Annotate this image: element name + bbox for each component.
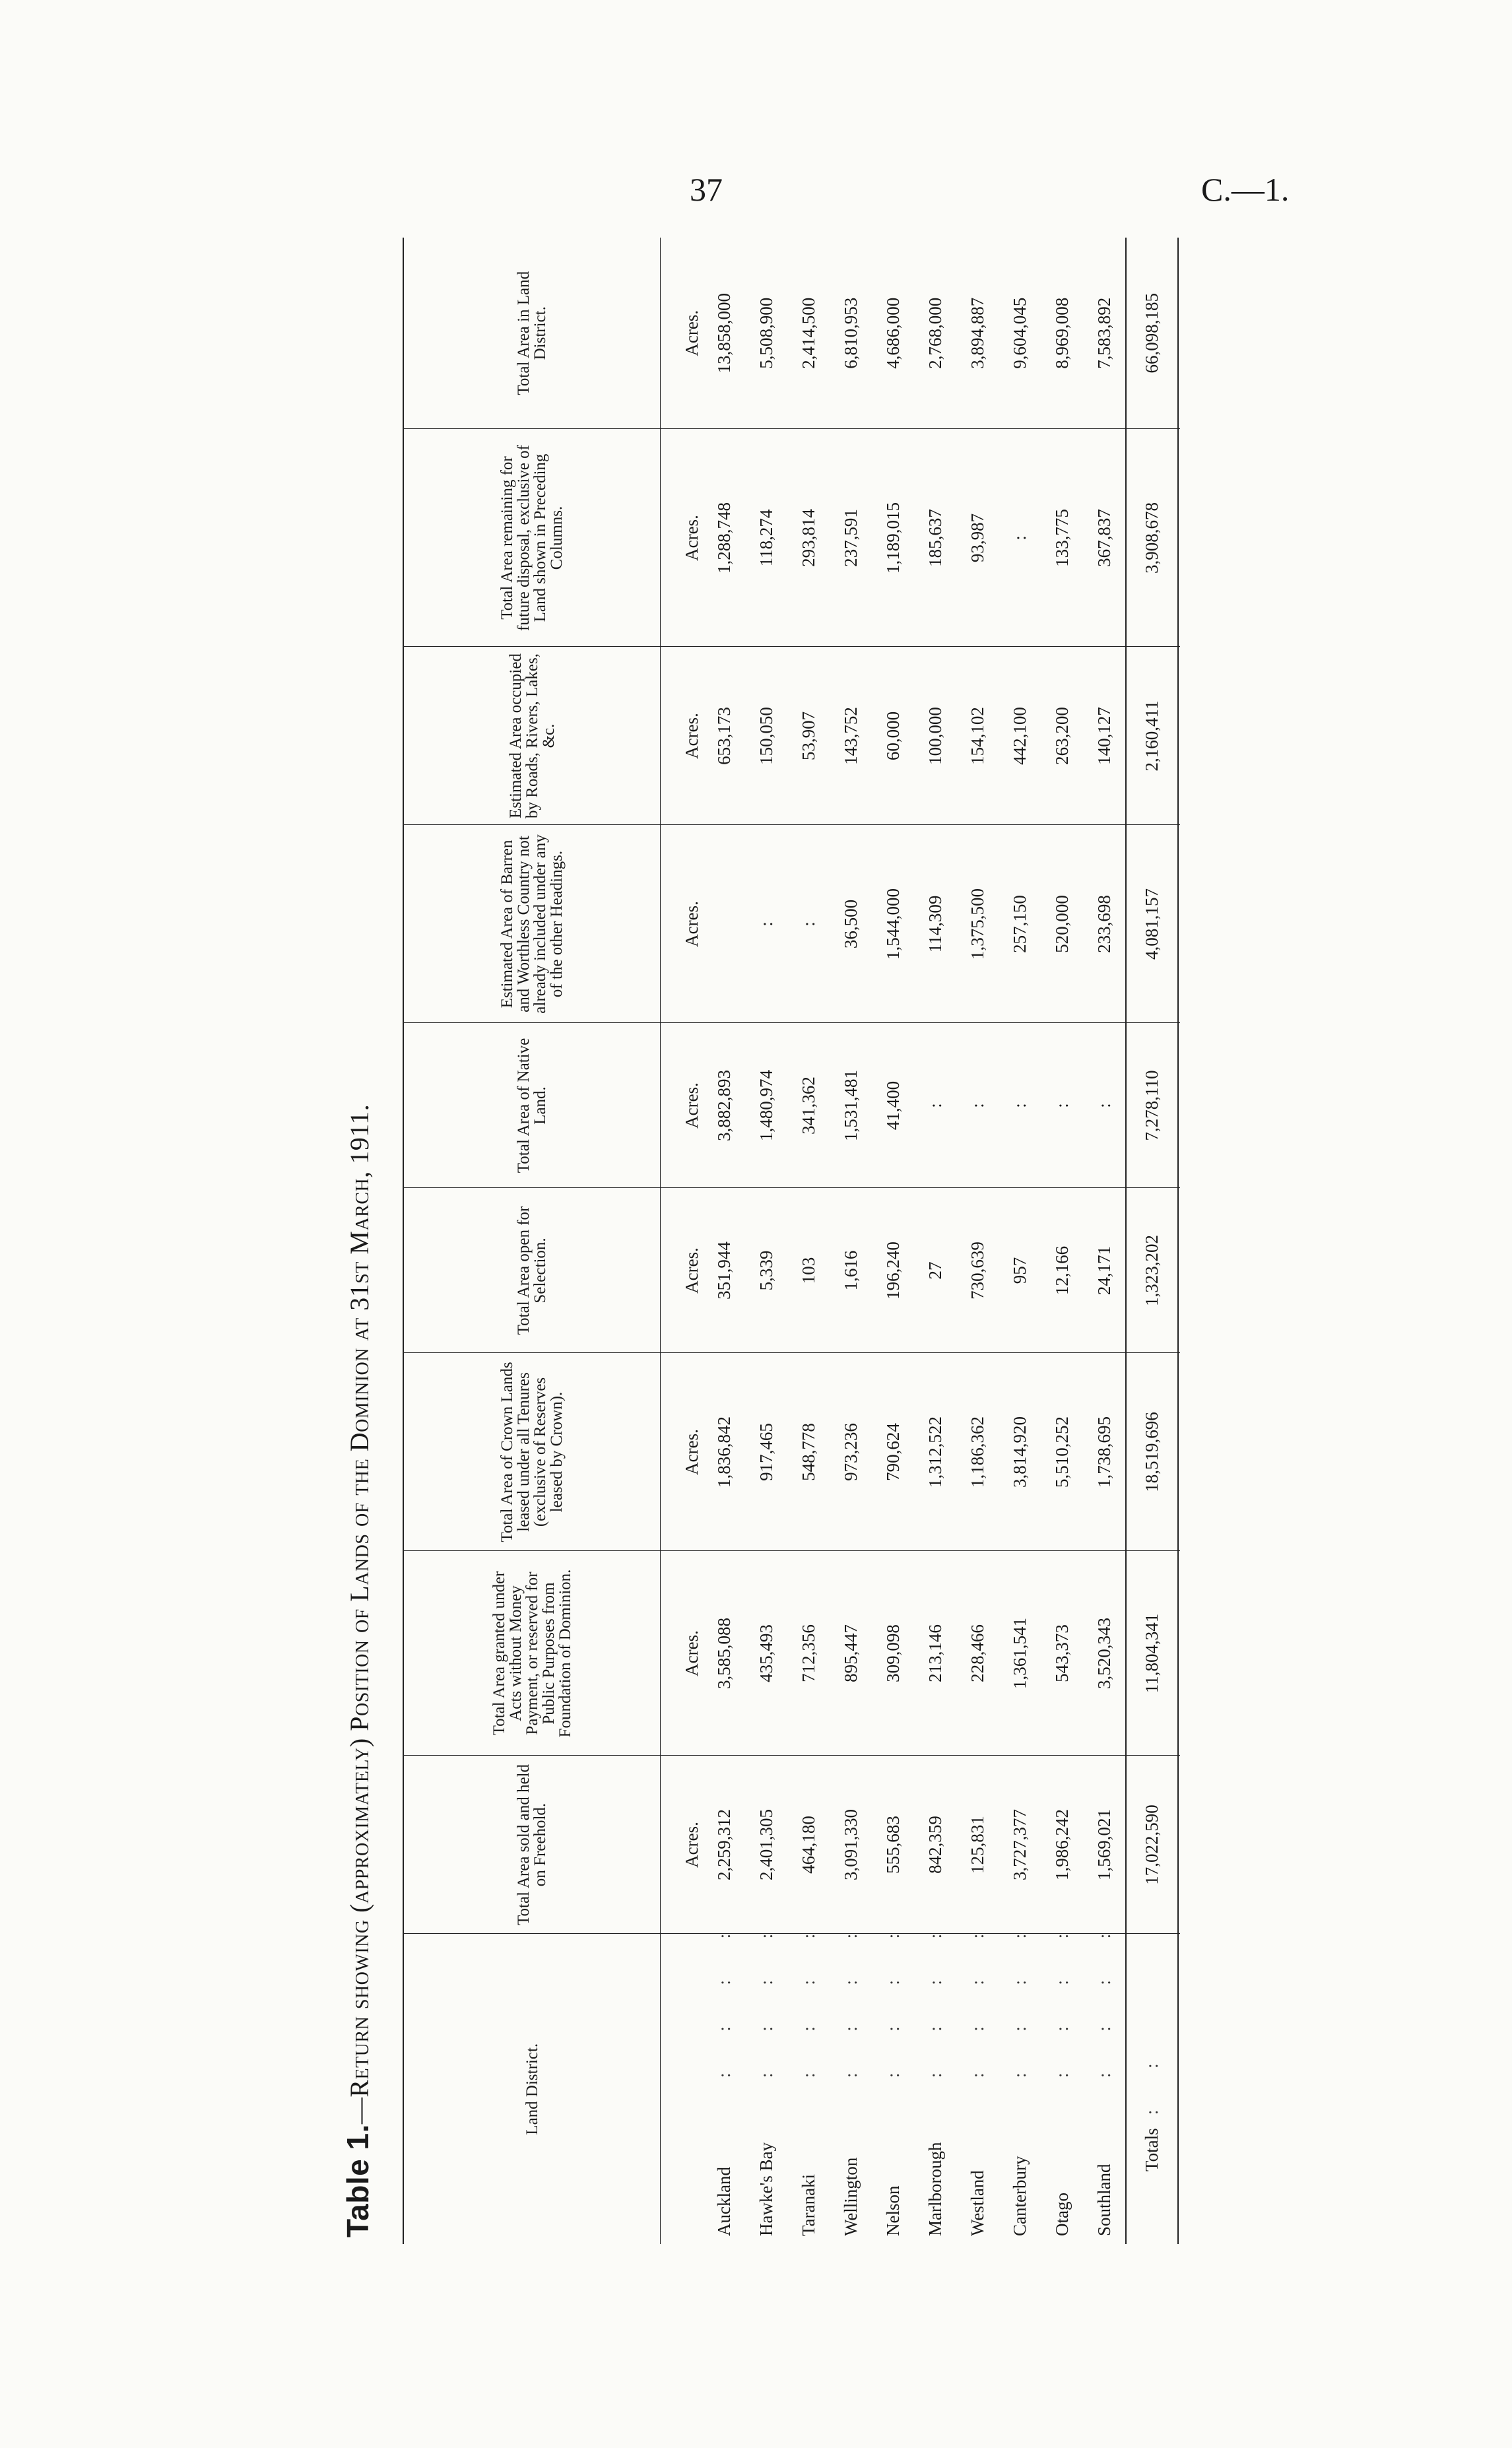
dot-leader: : : : :: [925, 1915, 945, 2078]
value-cell: 957: [999, 1188, 1041, 1353]
value-cell: 196,240: [872, 1188, 914, 1353]
dot-leader: : : : :: [840, 1915, 861, 2078]
header-total-area: Total Area in Land District.: [403, 238, 661, 429]
table-row: [1083, 238, 1126, 2244]
district-cell: [1083, 1915, 1126, 2244]
header-barren-country: Estimated Area of Barren and Worthless Country not already included under any of the other Headings.: [403, 825, 661, 1023]
district-cell: [745, 1915, 787, 2244]
total-value-cell: 3,908,678: [1126, 429, 1178, 647]
value-cell: 5,510,252: [1041, 1353, 1083, 1551]
value-cell: 5,339: [745, 1188, 787, 1353]
header-row: [403, 238, 661, 2244]
value-cell: 555,683: [872, 1756, 914, 1934]
totals-row: [1126, 238, 1178, 2244]
table-row: [745, 238, 787, 2244]
value-cell: 140,127: [1083, 647, 1126, 825]
district-cell: [787, 1915, 830, 2244]
value-cell: 3,727,377: [999, 1756, 1041, 1934]
value-cell: 237,591: [830, 429, 872, 647]
value-cell: 27: [914, 1188, 956, 1353]
dot-leader: : : : :: [1009, 1915, 1030, 2078]
value-cell: 114,309: [914, 825, 956, 1023]
value-cell: 895,447: [830, 1551, 872, 1756]
value-cell: 2,401,305: [745, 1756, 787, 1934]
total-value-cell: 18,519,696: [1126, 1353, 1178, 1551]
dot-leader: : : : :: [798, 1915, 818, 2078]
district-cell: [914, 1915, 956, 2244]
district-cell: [830, 1915, 872, 2244]
rotated-table-block: [340, 238, 1162, 2244]
header-open-selection: Total Area open for Selection.: [403, 1188, 661, 1353]
value-cell: 93,987: [956, 429, 999, 647]
value-cell: 228,466: [956, 1551, 999, 1756]
unit-cell: Acres.: [661, 238, 704, 429]
value-cell: 233,698: [1083, 825, 1126, 1023]
unit-cell: Acres.: [661, 647, 704, 825]
value-cell: 3,894,887: [956, 238, 999, 429]
value-cell: :: [1041, 1023, 1083, 1188]
dot-leader: : : : :: [882, 1915, 903, 2078]
value-cell: :: [914, 1023, 956, 1188]
district-cell: [872, 1915, 914, 2244]
value-cell: 842,359: [914, 1756, 956, 1934]
value-cell: 3,091,330: [830, 1756, 872, 1934]
value-cell: 3,882,893: [703, 1023, 745, 1188]
value-cell: 973,236: [830, 1353, 872, 1551]
district-name: Auckland: [713, 2167, 734, 2236]
district-cell: [703, 1915, 745, 2244]
dot-leader: : : : :: [1094, 1915, 1114, 2078]
value-cell: 548,778: [787, 1353, 830, 1551]
value-cell: 2,414,500: [787, 238, 830, 429]
page-number: 37: [690, 171, 723, 208]
value-cell: 790,624: [872, 1353, 914, 1551]
value-cell: 712,356: [787, 1551, 830, 1756]
value-cell: 263,200: [1041, 647, 1083, 825]
unit-cell: Acres.: [661, 1023, 704, 1188]
table-number: Table 1.: [341, 2124, 375, 2237]
value-cell: 435,493: [745, 1551, 787, 1756]
value-cell: 154,102: [956, 647, 999, 825]
value-cell: 3,814,920: [999, 1353, 1041, 1551]
value-cell: 100,000: [914, 647, 956, 825]
value-cell: :: [956, 1023, 999, 1188]
value-cell: 13,858,000: [703, 238, 745, 429]
table-bottom-rule: [1178, 238, 1180, 2244]
value-cell: :: [745, 825, 787, 1023]
value-cell: :: [1083, 1023, 1126, 1188]
value-cell: 917,465: [745, 1353, 787, 1551]
district-cell: [956, 1915, 999, 2244]
total-value-cell: 4,081,157: [1126, 825, 1178, 1023]
value-cell: 36,500: [830, 825, 872, 1023]
value-cell: 341,362: [787, 1023, 830, 1188]
header-roads-rivers: Estimated Area occupied by Roads, Rivers, Lakes, &c.: [403, 647, 661, 825]
district-name: Nelson: [882, 2185, 903, 2236]
table-row: [872, 238, 914, 2244]
value-cell: 1,836,842: [703, 1353, 745, 1551]
total-value-cell: 11,804,341: [1126, 1551, 1178, 1756]
total-value-cell: 2,160,411: [1126, 647, 1178, 825]
table-row: [999, 238, 1041, 2244]
value-cell: 5,508,900: [745, 238, 787, 429]
value-cell: [703, 825, 745, 1023]
table-row: [1041, 238, 1083, 2244]
header-granted-reserved: Total Area granted under Acts without Money Payment, or reserved for Public Purposes from Foundation of Dominion.: [403, 1551, 661, 1756]
value-cell: 1,189,015: [872, 429, 914, 647]
value-cell: 1,312,522: [914, 1353, 956, 1551]
value-cell: 8,969,008: [1041, 238, 1083, 429]
value-cell: 653,173: [703, 647, 745, 825]
totals-label: Totals: [1142, 2128, 1162, 2171]
table-row: [703, 238, 745, 2244]
value-cell: 60,000: [872, 647, 914, 825]
value-cell: 367,837: [1083, 429, 1126, 647]
value-cell: 53,907: [787, 647, 830, 825]
value-cell: 41,400: [872, 1023, 914, 1188]
land-position-table: [403, 238, 1180, 2244]
value-cell: 293,814: [787, 429, 830, 647]
table-row: [914, 238, 956, 2244]
dot-leader: : : : :: [1051, 1915, 1072, 2078]
value-cell: 118,274: [745, 429, 787, 647]
header-sold-freehold: Total Area sold and held on Freehold.: [403, 1756, 661, 1934]
value-cell: 103: [787, 1188, 830, 1353]
table-caption: —Return showing (approximately) Position of Lands of the Dominion at 31st March, 1911.: [345, 1104, 374, 2125]
header-land-district: Land District.: [403, 1934, 661, 2244]
unit-cell: Acres.: [661, 429, 704, 647]
total-value-cell: 7,278,110: [1126, 1023, 1178, 1188]
value-cell: 1,375,500: [956, 825, 999, 1023]
header-remaining-disposal: Total Area remaining for future disposal, exclusive of Land shown in Preceding Columns.: [403, 429, 661, 647]
district-name: Wellington: [840, 2157, 861, 2236]
value-cell: 442,100: [999, 647, 1041, 825]
value-cell: 1,361,541: [999, 1551, 1041, 1756]
dot-leader: : : : :: [967, 1915, 987, 2078]
table-row: [956, 238, 999, 2244]
value-cell: 1,531,481: [830, 1023, 872, 1188]
district-name: Westland: [967, 2170, 987, 2236]
value-cell: 3,520,343: [1083, 1551, 1126, 1756]
unit-cell: Acres.: [661, 1353, 704, 1551]
value-cell: :: [787, 825, 830, 1023]
dot-leader: : : : :: [713, 1915, 734, 2078]
district-cell: [999, 1915, 1041, 2244]
value-cell: 1,738,695: [1083, 1353, 1126, 1551]
total-value-cell: 17,022,590: [1126, 1756, 1178, 1934]
table-row: [830, 238, 872, 2244]
unit-cell: Acres.: [661, 1756, 704, 1934]
district-cell: [1041, 1915, 1083, 2244]
total-value-cell: 66,098,185: [1126, 238, 1178, 429]
value-cell: 185,637: [914, 429, 956, 647]
value-cell: 9,604,045: [999, 238, 1041, 429]
page-reference: C.—1.: [1201, 171, 1290, 208]
value-cell: 1,569,021: [1083, 1756, 1126, 1934]
table-row: [787, 238, 830, 2244]
value-cell: 1,288,748: [703, 429, 745, 647]
value-cell: 1,480,974: [745, 1023, 787, 1188]
unit-cell: Acres.: [661, 1551, 704, 1756]
value-cell: 4,686,000: [872, 238, 914, 429]
value-cell: 24,171: [1083, 1188, 1126, 1353]
value-cell: 12,166: [1041, 1188, 1083, 1353]
unit-cell: [661, 1934, 704, 2244]
district-name: Canterbury: [1009, 2156, 1030, 2236]
district-name: Marlborough: [925, 2142, 945, 2236]
totals-cell: [1126, 1934, 1178, 2244]
value-cell: 730,639: [956, 1188, 999, 1353]
unit-cell: Acres.: [661, 825, 704, 1023]
value-cell: 309,098: [872, 1551, 914, 1756]
district-name: Southland: [1094, 2164, 1114, 2236]
value-cell: 351,944: [703, 1188, 745, 1353]
district-name: Taranaki: [798, 2173, 818, 2236]
value-cell: 143,752: [830, 647, 872, 825]
value-cell: 3,585,088: [703, 1551, 745, 1756]
district-name: Hawke's Bay: [756, 2142, 776, 2236]
value-cell: 257,150: [999, 825, 1041, 1023]
value-cell: 125,831: [956, 1756, 999, 1934]
value-cell: 213,146: [914, 1551, 956, 1756]
value-cell: 2,768,000: [914, 238, 956, 429]
value-cell: 1,616: [830, 1188, 872, 1353]
dot-leader: : :: [1142, 2045, 1162, 2115]
value-cell: 1,186,362: [956, 1353, 999, 1551]
value-cell: 150,050: [745, 647, 787, 825]
value-cell: 2,259,312: [703, 1756, 745, 1934]
value-cell: 543,373: [1041, 1551, 1083, 1756]
units-row: [661, 238, 704, 2244]
value-cell: 1,986,242: [1041, 1756, 1083, 1934]
header-crown-leased: Total Area of Crown Lands leased under all Tenures (exclusive of Reserves leased by Crown).: [403, 1353, 661, 1551]
value-cell: 133,775: [1041, 429, 1083, 647]
value-cell: :: [999, 1023, 1041, 1188]
header-native-land: Total Area of Native Land.: [403, 1023, 661, 1188]
value-cell: 464,180: [787, 1756, 830, 1934]
value-cell: 520,000: [1041, 825, 1083, 1023]
value-cell: 1,544,000: [872, 825, 914, 1023]
value-cell: :: [999, 429, 1041, 647]
dot-leader: : : : :: [756, 1915, 776, 2078]
total-value-cell: 1,323,202: [1126, 1188, 1178, 1353]
table-title: [340, 238, 403, 2244]
value-cell: 6,810,953: [830, 238, 872, 429]
unit-cell: Acres.: [661, 1188, 704, 1353]
value-cell: 7,583,892: [1083, 238, 1126, 429]
district-name: Otago: [1051, 2193, 1072, 2236]
